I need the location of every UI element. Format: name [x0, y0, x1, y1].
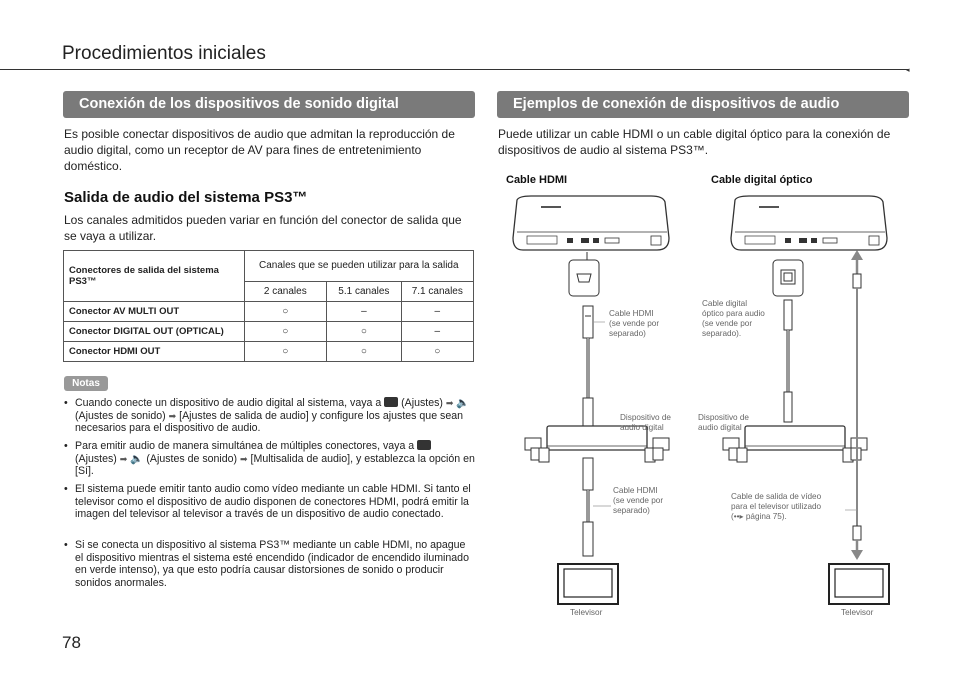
- arrow-right-icon: ➡: [119, 453, 128, 464]
- note-item: • Para emitir audio de manera simultánea de múltiples conectores, vaya a (Ajustes) ➡ 🔈 (Ajustes de sonido) ➡ [Multisalida de audio], y establezca la opción en [Sí].: [64, 440, 475, 478]
- right-intro: Puede utilizar un cable HDMI o un cable digital óptico para la conexión de dispositivos de audio al sistema PS3™.: [498, 127, 891, 157]
- section-heading-right: Ejemplos de conexión de dispositivos de audio: [497, 91, 909, 118]
- subheading-text: Los canales admitidos pueden variar en función del conector de salida que se vaya a utilizar.: [64, 213, 462, 243]
- arrow-right-icon: ➡: [168, 410, 177, 421]
- hdmi-diagram-title: Cable HDMI: [506, 174, 568, 186]
- note-item: • El sistema puede emitir tanto audio como vídeo mediante un cable HDMI. Si tanto el televisor como el dispositivo de audio disponen de conectores HDMI, podrá emitir la imagen del televisor al televisor a través de un dispositivo de audio conectado.: [64, 483, 471, 521]
- channels-table: [63, 250, 474, 362]
- arrow-right-icon: ➡: [445, 398, 454, 408]
- toolbox-icon: [384, 397, 398, 407]
- left-intro: Es posible conectar dispositivos de audio que admitan la reproducción de audio digital, como un receptor de AV para fines de entretenimiento doméstico.: [64, 127, 455, 173]
- tv-label-2: Televisor: [841, 608, 874, 617]
- notes-badge: Notas: [64, 376, 108, 391]
- subheading-audio-output: Salida de audio del sistema PS3™: [64, 189, 308, 206]
- table-group-header: Canales que se pueden utilizar para la salida: [244, 251, 473, 282]
- audio-device-label-1: Dispositivo de audio digital: [620, 413, 671, 432]
- table-corner: Conectores de salida del sistema PS3™: [64, 251, 245, 302]
- hdmi-cable-label-2: Cable HDMI (se vende por separado): [613, 486, 664, 515]
- connection-diagram: [497, 186, 909, 626]
- rule-end-mark: ◂: [906, 67, 910, 74]
- section-heading-left: Conexión de los dispositivos de sonido digital: [63, 91, 475, 118]
- hdmi-cable-label-1: Cable HDMI (se vende por separado): [609, 309, 660, 338]
- audio-device-label-2: Dispositivo de audio digital: [698, 413, 749, 432]
- col-51ch: 5.1 canales: [327, 282, 401, 302]
- page-number: 78: [62, 633, 81, 652]
- speaker-icon: 🔈: [130, 452, 144, 465]
- title-rule: [0, 69, 908, 70]
- optical-cable-label: Cable digital óptico para audio (se vende por separado).: [702, 299, 765, 338]
- toolbox-icon: [417, 440, 431, 450]
- speaker-icon: 🔈: [456, 397, 470, 409]
- note-item: • Cuando conecte un dispositivo de audio digital al sistema, vaya a (Ajustes) ➡ 🔈 (Ajustes de sonido) ➡ [Ajustes de salida de audio] y configure los ajustes que sean necesarios para el dispositivo de audio.: [64, 397, 470, 435]
- table-row: Conector AV MULTI OUT ○ – –: [64, 302, 474, 322]
- optical-diagram-title: Cable digital óptico: [711, 174, 813, 186]
- page-title: Procedimientos iniciales: [62, 43, 266, 64]
- note-item: • Si se conecta un dispositivo al sistema PS3™ mediante un cable HDMI, no apague el dispositivo mientras el sistema esté encendido (indicador de encendido iluminado en verde intenso), ya que esto podría causar distorsiones de sonido o producir sonidos anormales.: [64, 539, 469, 589]
- col-71ch: 7.1 canales: [401, 282, 473, 302]
- tv-label-1: Televisor: [570, 608, 603, 617]
- table-row: Conector HDMI OUT ○ ○ ○: [64, 342, 474, 362]
- table-row: Conector DIGITAL OUT (OPTICAL) ○ ○ –: [64, 322, 474, 342]
- col-2ch: 2 canales: [244, 282, 327, 302]
- video-cable-label: Cable de salida de vídeo para el televisor utilizado (••▸ página 75).: [731, 492, 822, 521]
- arrow-right-icon: ➡: [240, 453, 248, 464]
